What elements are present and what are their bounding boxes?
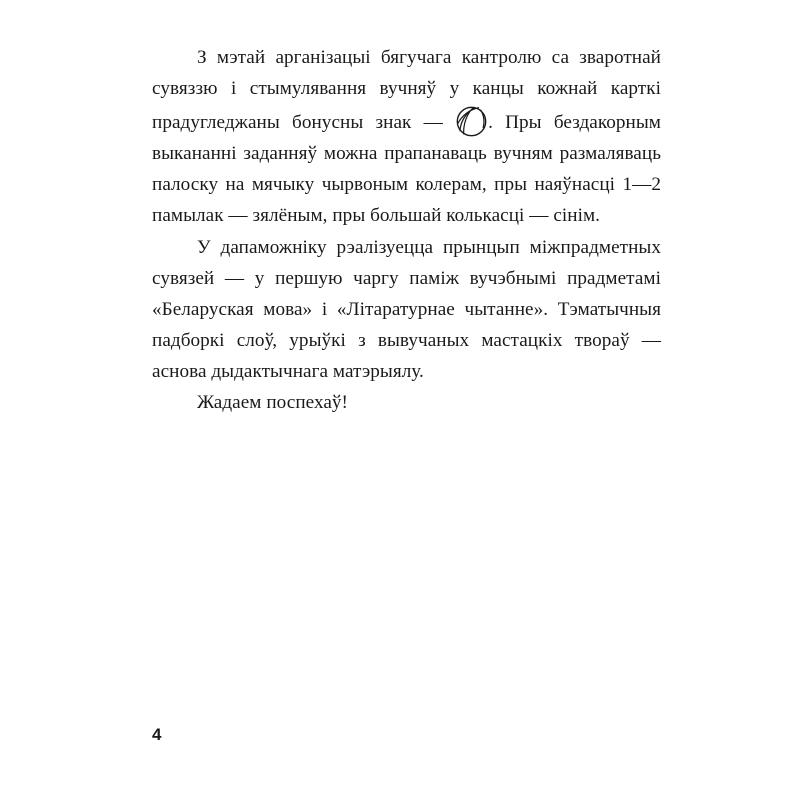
- beach-ball-icon: [455, 105, 488, 138]
- page-number: 4: [152, 725, 162, 744]
- paragraph-bonus-sign-text-after-icon: . Пры бездакорным выкананні заданняў можна прапанаваць вучням размаляваць палоску на мячыку чырвоным колерам, пры наяўнасці 1—2 памылак — зялёным, пры большай колькасці — сінім.: [152, 112, 661, 227]
- paragraph-closing-wish: Жадаем поспехаў!: [197, 392, 348, 414]
- paragraph-bonus-sign-text-before-icon: З мэтай арганізацыі бягучага кантролю са зваротнай сувяззю і стымулявання вучняў у канцы кожнай карткі прадугледжаны бонусны знак —: [152, 47, 661, 134]
- body-text-column: [152, 42, 661, 418]
- paragraph-bonus-sign: [152, 42, 661, 232]
- paragraph-interdisciplinary: У дапаможніку рэалізуецца прынцып міжпрадметных сувязей — у першую чаргу паміж вучэбнымі прадметамі «Беларуская мова» і «Літаратурнае чытанне». Тэматычныя падборкі слоў, урыўкі з вывучаных мастацкіх твораў — аснова дыдактычнага матэрыялу.: [152, 236, 661, 382]
